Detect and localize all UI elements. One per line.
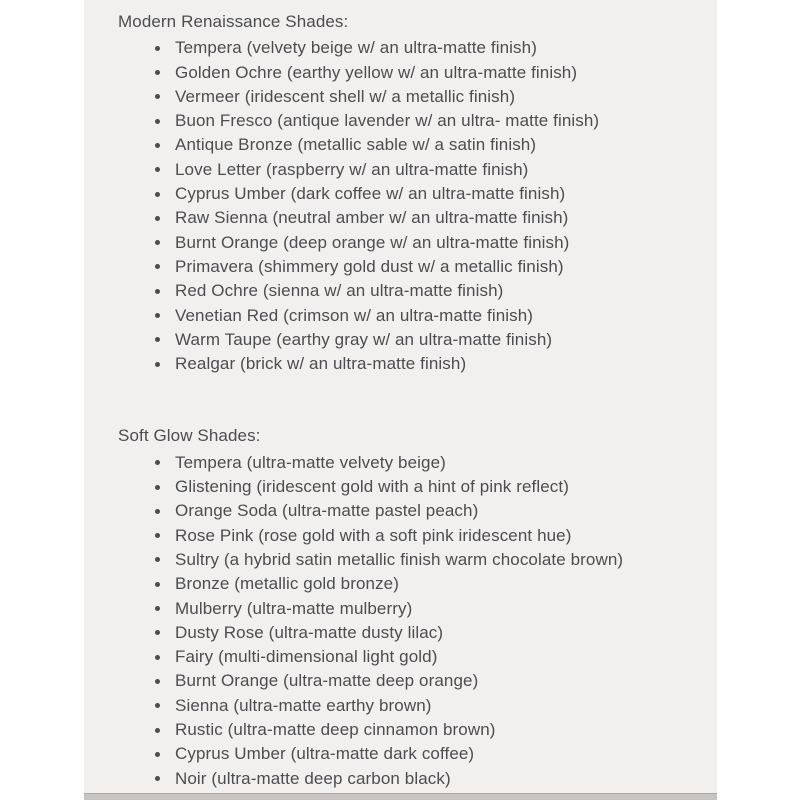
list-item-text: Mulberry (ultra-matte mulberry) <box>175 598 413 618</box>
list-item-text: Love Letter (raspberry w/ an ultra-matte finish) <box>175 159 529 179</box>
bullet-icon <box>155 70 160 75</box>
list-item-text: Dusty Rose (ultra-matte dusty lilac) <box>175 622 444 642</box>
list-item <box>118 499 699 523</box>
list-item-text: Red Ochre (sienna w/ an ultra-matte finish) <box>175 281 504 301</box>
bullet-icon <box>155 485 160 490</box>
list-item <box>118 352 699 376</box>
bullet-icon <box>155 679 160 684</box>
list-item <box>118 231 699 255</box>
list-item <box>118 85 699 109</box>
bullet-icon <box>155 533 160 538</box>
bullet-icon <box>155 582 160 587</box>
list-item-text: Buon Fresco (antique lavender w/ an ultra- matte finish) <box>175 111 600 131</box>
bullet-icon <box>155 46 160 51</box>
bullet-icon <box>155 606 160 611</box>
section-title: Soft Glow Shades: <box>118 426 261 446</box>
list-item <box>118 742 699 766</box>
list-item <box>118 548 699 572</box>
list-item-text: Golden Ochre (earthy yellow w/ an ultra-matte finish) <box>175 62 578 82</box>
list-item-text: Cyprus Umber (ultra-matte dark coffee) <box>175 744 475 764</box>
bullet-icon <box>155 460 160 465</box>
shade-list <box>118 36 699 376</box>
list-item <box>118 669 699 693</box>
list-item-text: Cyprus Umber (dark coffee w/ an ultra-matte finish) <box>175 184 566 204</box>
bullet-icon <box>155 313 160 318</box>
list-item <box>118 36 699 60</box>
bullet-icon <box>155 557 160 562</box>
list-item <box>118 182 699 206</box>
list-item <box>118 255 699 279</box>
list-item-text: Antique Bronze (metallic sable w/ a satin finish) <box>175 135 537 155</box>
list-item-text: Rose Pink (rose gold with a soft pink iridescent hue) <box>175 525 572 545</box>
list-item-text: Sultry (a hybrid satin metallic finish warm chocolate brown) <box>175 549 624 569</box>
bullet-icon <box>155 703 160 708</box>
bullet-icon <box>155 776 160 781</box>
list-item <box>118 279 699 303</box>
bullet-icon <box>155 728 160 733</box>
list-item <box>118 572 699 596</box>
list-item-text: Rustic (ultra-matte deep cinnamon brown) <box>175 720 496 740</box>
shade-section <box>118 424 699 790</box>
list-item <box>118 767 699 791</box>
list-item-text: Noir (ultra-matte deep carbon black) <box>175 768 451 788</box>
list-item <box>118 524 699 548</box>
list-item-text: Bronze (metallic gold bronze) <box>175 574 399 594</box>
bullet-icon <box>155 752 160 757</box>
bullet-icon <box>155 167 160 172</box>
list-item-text: Orange Soda (ultra-matte pastel peach) <box>175 501 479 521</box>
bullet-icon <box>155 362 160 367</box>
shade-section <box>118 10 699 376</box>
list-item <box>118 645 699 669</box>
bullet-icon <box>155 240 160 245</box>
bullet-icon <box>155 216 160 221</box>
list-item <box>118 718 699 742</box>
list-item-text: Venetian Red (crimson w/ an ultra-matte finish) <box>175 305 534 325</box>
bullet-icon <box>155 143 160 148</box>
bullet-icon <box>155 192 160 197</box>
list-item <box>118 109 699 133</box>
content-panel <box>84 0 717 800</box>
list-item <box>118 158 699 182</box>
list-item <box>118 694 699 718</box>
section-title: Modern Renaissance Shades: <box>118 12 349 31</box>
shade-list <box>118 451 699 791</box>
bullet-icon <box>155 509 160 514</box>
list-item <box>118 206 699 230</box>
list-item-text: Vermeer (iridescent shell w/ a metallic finish) <box>175 86 516 106</box>
list-item-text: Raw Sienna (neutral amber w/ an ultra-matte finish) <box>175 208 569 228</box>
list-item-text: Tempera (ultra-matte velvety beige) <box>175 452 446 472</box>
list-item-text: Fairy (multi-dimensional light gold) <box>175 647 438 667</box>
list-item-text: Glistening (iridescent gold with a hint of pink reflect) <box>175 477 569 497</box>
shade-lists <box>84 0 717 800</box>
list-item <box>118 621 699 645</box>
bullet-icon <box>155 264 160 269</box>
bullet-icon <box>155 94 160 99</box>
list-item <box>118 61 699 85</box>
list-item <box>118 475 699 499</box>
bullet-icon <box>155 119 160 124</box>
bullet-icon <box>155 630 160 635</box>
list-item <box>118 304 699 328</box>
list-item-text: Warm Taupe (earthy gray w/ an ultra-matte finish) <box>175 329 553 349</box>
list-item <box>118 133 699 157</box>
cropped-bottom-element <box>84 793 717 800</box>
bullet-icon <box>155 655 160 660</box>
list-item <box>118 597 699 621</box>
list-item-text: Primavera (shimmery gold dust w/ a metallic finish) <box>175 256 564 276</box>
list-item-text: Tempera (velvety beige w/ an ultra-matte finish) <box>175 38 537 58</box>
bullet-icon <box>155 289 160 294</box>
list-item-text: Burnt Orange (deep orange w/ an ultra-matte finish) <box>175 232 570 252</box>
list-item <box>118 328 699 352</box>
list-item-text: Burnt Orange (ultra-matte deep orange) <box>175 671 479 691</box>
bullet-icon <box>155 337 160 342</box>
list-item-text: Realgar (brick w/ an ultra-matte finish) <box>175 354 467 374</box>
list-item <box>118 451 699 475</box>
list-item-text: Sienna (ultra-matte earthy brown) <box>175 695 432 715</box>
